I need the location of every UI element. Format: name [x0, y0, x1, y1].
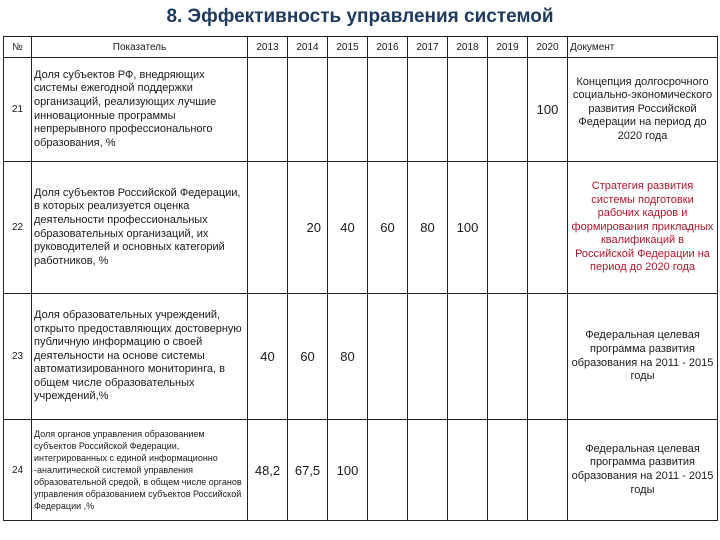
value-2019	[488, 420, 528, 521]
value-2013	[248, 58, 288, 162]
value-2017	[408, 58, 448, 162]
value-2019	[488, 294, 528, 420]
document-text: Федеральная целевая программа развития образования на 2011 - 2015 годы	[568, 294, 718, 420]
value-2014: 20	[288, 162, 328, 294]
table-row	[4, 420, 718, 521]
table-row	[4, 294, 718, 420]
row-number: 23	[4, 294, 32, 420]
header-num: №	[4, 37, 32, 58]
row-number: 22	[4, 162, 32, 294]
value-2017	[408, 294, 448, 420]
value-2017: 80	[408, 162, 448, 294]
value-2014	[288, 58, 328, 162]
header-year-2019: 2019	[488, 37, 528, 58]
table-row	[4, 162, 718, 294]
value-2013: 48,2	[248, 420, 288, 521]
header-year-2015: 2015	[328, 37, 368, 58]
value-2018	[448, 420, 488, 521]
indicator-text: Доля субъектов Российской Федерации, в которых реализуется оценка деятельности профессиональных образовательных организаций, их руководителей и основных категорий работников, %	[32, 162, 248, 294]
indicator-text: Доля органов управления образованием субъектов Российской Федерации, интегрированных с единой информационно -аналитической системой управления образовательной средой, в общем числе органов управления образованием субъектов Российской Федерации ,%	[32, 420, 248, 521]
header-year-2014: 2014	[288, 37, 328, 58]
value-2018: 100	[448, 162, 488, 294]
value-2016	[368, 420, 408, 521]
value-2014: 60	[288, 294, 328, 420]
indicator-text: Доля образовательных учреждений, открыто предоставляющих достоверную публичную информацию о своей деятельности на основе системы автоматизированного мониторинга, в общем числе образовательных учреждений,%	[32, 294, 248, 420]
header-year-2013: 2013	[248, 37, 288, 58]
header-year-2020: 2020	[528, 37, 568, 58]
value-2014: 67,5	[288, 420, 328, 521]
indicator-text: Доля субъектов РФ, внедряющих системы ежегодной поддержки организаций, реализующих лучшие инновационные программы непрерывного профессионального образования, %	[32, 58, 248, 162]
value-2020: 100	[528, 58, 568, 162]
value-2017	[408, 420, 448, 521]
document-text: Концепция долгосрочного социально-экономического развития Российской Федерации на период до 2020 года	[568, 58, 718, 162]
value-2015: 40	[328, 162, 368, 294]
page-title: 8. Эффективность управления системой	[166, 6, 554, 27]
header-year-2017: 2017	[408, 37, 448, 58]
document-text: Стратегия развития системы подготовки рабочих кадров и формирования прикладных квалификаций в Российской Федерации на период до 2020 года	[568, 162, 718, 294]
value-2015	[328, 58, 368, 162]
value-2020	[528, 420, 568, 521]
value-2016	[368, 58, 408, 162]
row-number: 24	[4, 420, 32, 521]
document-text: Федеральная целевая программа развития образования на 2011 - 2015 годы	[568, 420, 718, 521]
value-2013: 40	[248, 294, 288, 420]
value-2020	[528, 294, 568, 420]
value-2018	[448, 294, 488, 420]
value-2018	[448, 58, 488, 162]
header-row	[4, 37, 718, 58]
header-indicator: Показатель	[32, 37, 248, 58]
value-2015: 80	[328, 294, 368, 420]
header-document: Документ	[568, 37, 718, 58]
table-row	[4, 58, 718, 162]
header-year-2016: 2016	[368, 37, 408, 58]
header-year-2018: 2018	[448, 37, 488, 58]
value-2015: 100	[328, 420, 368, 521]
value-2019	[488, 162, 528, 294]
efficiency-table	[3, 36, 718, 521]
value-2013	[248, 162, 288, 294]
row-number: 21	[4, 58, 32, 162]
value-2020	[528, 162, 568, 294]
value-2016	[368, 294, 408, 420]
value-2019	[488, 58, 528, 162]
value-2016: 60	[368, 162, 408, 294]
